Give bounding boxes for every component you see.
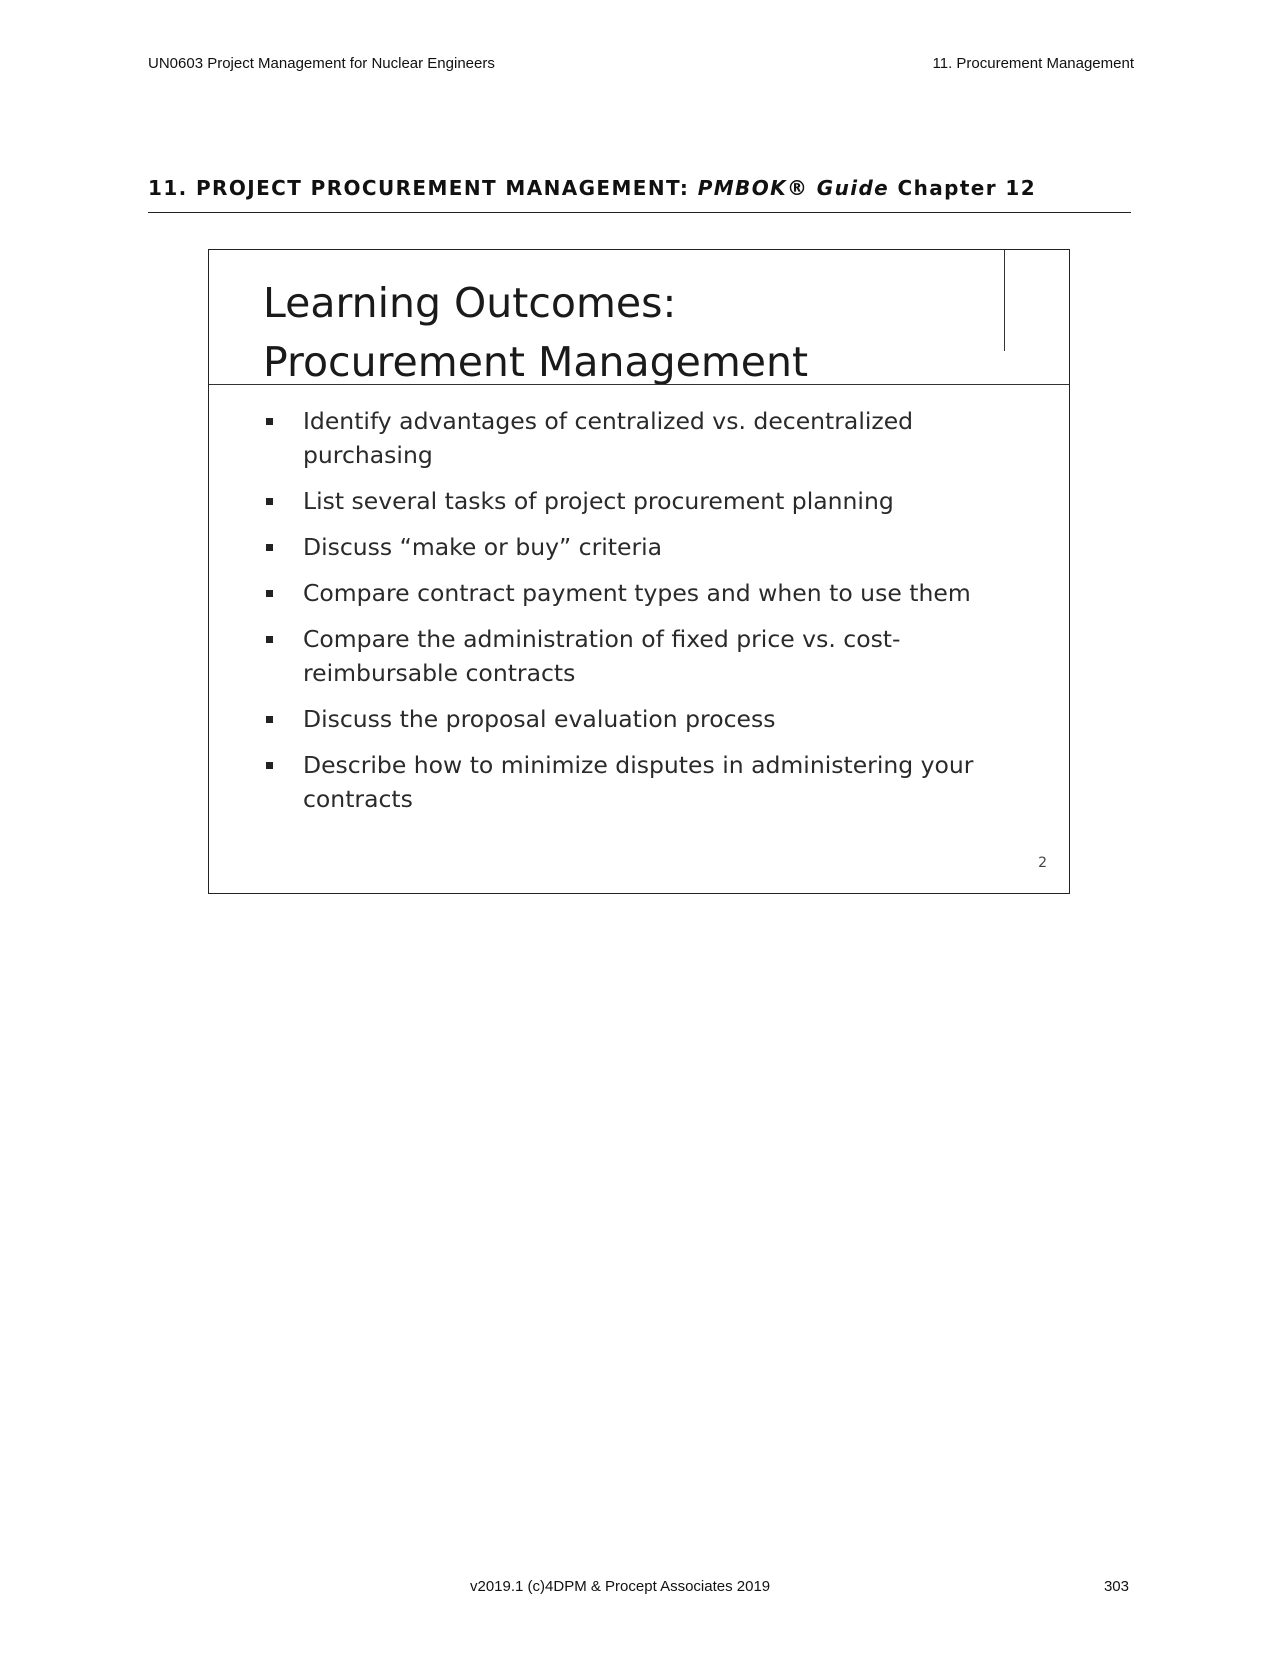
list-item (249, 484, 1029, 518)
list-item (249, 530, 1029, 564)
slide-title (263, 274, 808, 392)
running-header-course-title: UN0603 Project Management for Nuclear Engineers (148, 55, 495, 72)
list-item-text: Identify advantages of centralized vs. decentralized purchasing (303, 407, 914, 469)
list-item-text: Compare contract payment types and when to use them (303, 579, 971, 607)
slide-frame (208, 249, 1070, 894)
learning-outcomes-list (249, 404, 1029, 828)
list-item-text: Describe how to minimize disputes in administering your contracts (303, 751, 974, 813)
page-number: 303 (1103, 1578, 1129, 1595)
list-item-text: Discuss the proposal evaluation process (303, 705, 776, 733)
square-bullet-icon (266, 590, 273, 597)
list-item-text: Discuss “make or buy” criteria (303, 533, 663, 561)
chapter-heading-italic: PMBOK® Guide (697, 176, 890, 200)
chapter-heading (148, 176, 1131, 200)
list-item (249, 576, 1029, 610)
square-bullet-icon (266, 716, 273, 723)
list-item (249, 622, 1029, 690)
chapter-heading-suffix: Chapter 12 (889, 176, 1037, 200)
list-item (249, 404, 1029, 472)
chapter-heading-rule (148, 212, 1131, 213)
footer-copyright: v2019.1 (c)4DPM & Procept Associates 2019 (470, 1578, 771, 1595)
title-vertical-divider (1004, 250, 1005, 351)
slide-title-line-1: Learning Outcomes: (263, 279, 677, 327)
running-header-chapter: 11. Procurement Management (932, 55, 1134, 72)
list-item-text: List several tasks of project procurement planning (303, 487, 894, 515)
square-bullet-icon (266, 762, 273, 769)
square-bullet-icon (266, 636, 273, 643)
slide-title-line-2: Procurement Management (263, 338, 809, 386)
list-item-text: Compare the administration of fixed price vs. cost-reimbursable contracts (303, 625, 901, 687)
list-item (249, 702, 1029, 736)
chapter-heading-prefix: 11. PROJECT PROCUREMENT MANAGEMENT: (148, 176, 698, 200)
list-item (249, 748, 1029, 816)
title-divider (209, 384, 1069, 385)
slide-number: 2 (1038, 855, 1047, 871)
square-bullet-icon (266, 544, 273, 551)
square-bullet-icon (266, 498, 273, 505)
square-bullet-icon (266, 418, 273, 425)
